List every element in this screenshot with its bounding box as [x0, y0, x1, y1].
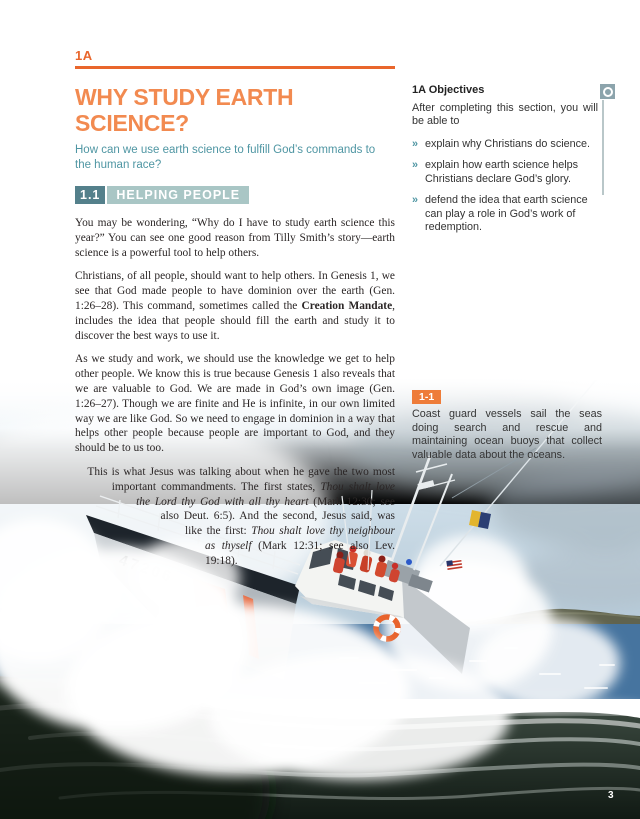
blue-beacon-icon	[406, 559, 412, 565]
paragraph-4	[75, 465, 395, 569]
objective-text: explain why Christians do science.	[425, 137, 591, 150]
objectives-sidebar	[412, 84, 598, 243]
figure-caption-block	[412, 387, 602, 462]
page-subtitle: How can we use earth science to fulfill God’s commands to the human race?	[75, 144, 376, 171]
objectives-title: 1A Objectives	[412, 84, 485, 96]
objectives-target-icon	[600, 84, 615, 99]
unit-label: 1A	[75, 48, 93, 63]
bullet-icon: »	[412, 194, 419, 206]
paragraph-3: As we study and work, we should use the knowledge we get to help other people. We know this is true because Genesis 1 also reveals that we are valuable to God. We are made in God’s own image (Gen. 1:26–27). Though we are finite and He is infinite, in our own limited way we are like God. So we need to engage in dominion in a way that helps other people because people are important to God, and they should be to us too.	[75, 353, 395, 455]
bullet-icon: »	[412, 159, 419, 171]
body-text	[75, 216, 395, 569]
paragraph-1: You may be wondering, “Why do I have to study earth science this year?” You can see one good reason from Tilly Smith’s story—earth science is a powerful tool to help others.	[75, 217, 395, 259]
objectives-intro: After completing this section, you will be able to	[412, 101, 598, 127]
objective-item	[412, 159, 598, 186]
objective-text: explain how earth science helps Christians declare God’s glory.	[425, 159, 579, 185]
paragraph-4-text: This is what Jesus was talking about when he gave the two most important commandments. The first states, Thou shalt love the Lord thy God with all thy heart (Mark 12:30; see also Deut. 6:5). And the second, Jesus said, was like the first: Thou shalt love thy neighbour as thyself (Mark 12:31; see also Lev. 19:18).	[87, 465, 395, 567]
us-flag-icon	[446, 559, 462, 571]
objectives-rule	[602, 100, 604, 195]
section-header	[75, 186, 249, 204]
objective-item	[412, 194, 598, 235]
page-title: WHY STUDY EARTH SCIENCE?	[75, 84, 294, 136]
page-number: 3	[608, 790, 614, 801]
section-title: HELPING PEOPLE	[107, 186, 249, 204]
unit-rule	[75, 66, 395, 69]
main-column	[75, 48, 395, 578]
figure-label-badge: 1-1	[412, 390, 441, 404]
bullet-icon: »	[412, 137, 419, 150]
objective-text: defend the idea that earth science can play a role in God’s work of redemption.	[425, 194, 588, 233]
section-number: 1.1	[75, 186, 105, 204]
objectives-list	[412, 138, 598, 235]
figure-caption: Coast guard vessels sail the seas doing search and rescue and maintaining ocean buoys that collect valuable data about the oceans.	[412, 408, 602, 461]
objective-item	[412, 138, 598, 152]
paragraph-2: Christians, of all people, should want to help others. In Genesis 1, we see that God made people to have dominion over the earth (Gen. 1:26–28). This command, sometimes called the Creation Mandate, includes the idea that people should fill the earth and study it to discover the best ways to use it.	[75, 270, 395, 342]
